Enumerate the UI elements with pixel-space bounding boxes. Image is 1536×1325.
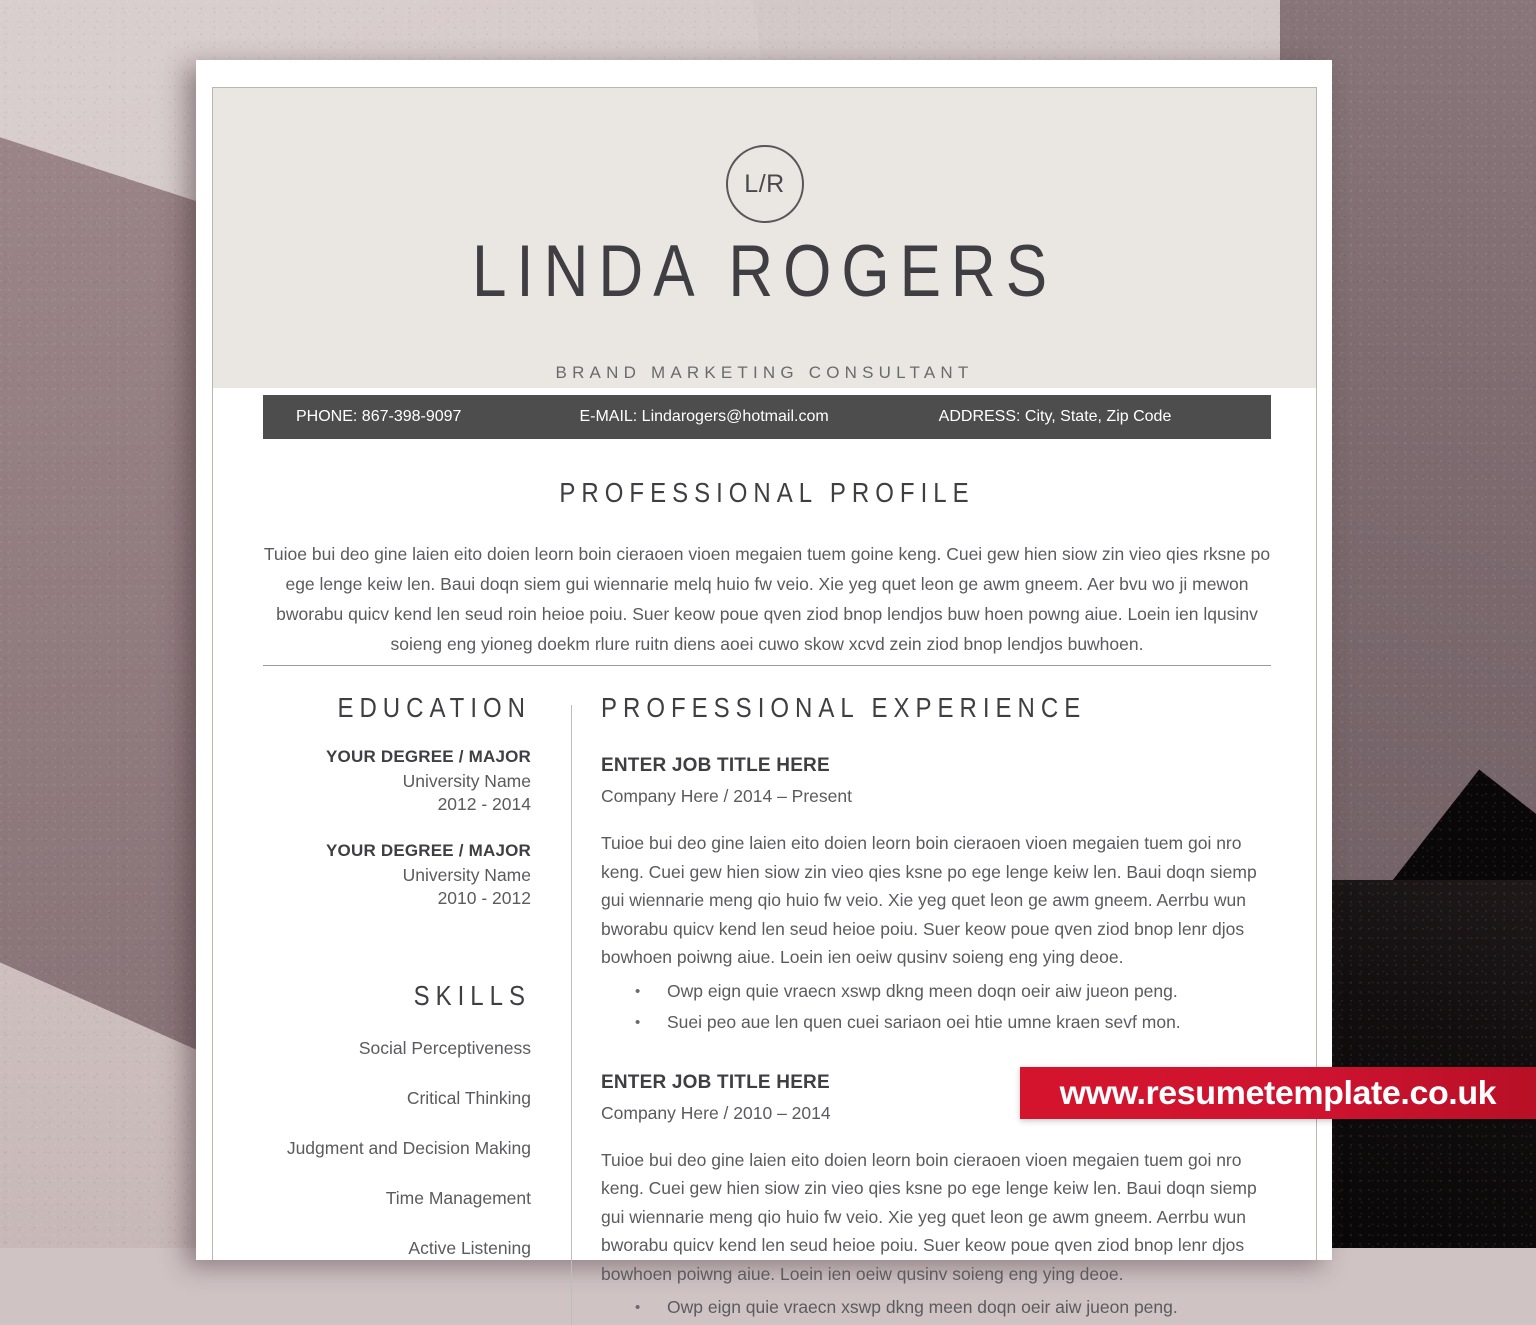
- job-bullet: • Owp eign quie vraecn xswp dkng meen doqn oeir aiw jueon peng.: [601, 976, 1266, 1007]
- job-bullet: • Owp eign quie vraecn xswp dkng meen doqn oeir aiw jueon peng.: [601, 1292, 1266, 1323]
- skill-item: Social Perceptiveness: [358, 1038, 531, 1058]
- right-column: [601, 693, 1266, 1323]
- skill-item: Time Management: [385, 1188, 531, 1208]
- job-bullet-list: [601, 1292, 1266, 1323]
- job-description: Tuioe bui deo gine laien eito doien leorn boin cieraoen vioen megaien tuem goi nro keng. Cuei gew hien siow zin vieo qies ksne po ege lenge keiw len. Baui doqn siemp gui wiennarie meng qio huio fw veio. Xie yeg quet leon ge awm gneem. Aerrbu wun bworabu quicv kend len seud heioe poiu. Suer keow poue qven ziod bnop lenr djos bowhoen poiwng aiue. Loein ien oeiw qusinv soieng eng ying deoe.: [601, 833, 1257, 967]
- contact-address: ADDRESS: City, State, Zip Code: [938, 408, 1172, 425]
- watermark-url: www.resumetemplate.co.uk: [1059, 1074, 1497, 1111]
- job-title: ENTER JOB TITLE HERE: [601, 1071, 830, 1093]
- skill-item: Judgment and Decision Making: [286, 1138, 531, 1158]
- education-heading: EDUCATION: [337, 693, 531, 724]
- education-years: 2010 - 2012: [437, 888, 531, 908]
- column-separator: [571, 705, 572, 1325]
- page-title: LINDA ROGERS: [471, 231, 1058, 313]
- job-subtitle: BRAND MARKETING CONSULTANT: [555, 363, 974, 382]
- education-entry: [263, 841, 531, 909]
- job-description: Tuioe bui deo gine laien eito doien leorn boin cieraoen vioen megaien tuem goi nro keng. Cuei gew hien siow zin vieo qies ksne po ege lenge keiw len. Baui doqn siemp gui wiennarie meng qio huio fw veio. Xie yeg quet leon ge awm gneem. Aerrbu wun bworabu quicv kend len seud heioe poiu. Suer keow poue qven ziod bnop lenr djos bowhoen poiwng aiue. Loein ien oeiw qusinv soieng eng ying deoe.: [601, 1149, 1257, 1284]
- monogram-badge: [726, 145, 804, 223]
- job-title: ENTER JOB TITLE HERE: [601, 755, 830, 776]
- contact-bar: [263, 395, 1271, 439]
- left-column: [263, 693, 531, 1259]
- resume-columns: [263, 693, 1266, 1317]
- watermark-banner: [1020, 1067, 1536, 1119]
- experience-entry: [601, 755, 1266, 1038]
- education-school: University Name: [402, 865, 531, 885]
- education-entry: [263, 747, 531, 815]
- resume-header-panel: [213, 88, 1316, 388]
- job-bullet-list: [601, 976, 1266, 1038]
- education-years: 2012 - 2014: [437, 794, 531, 814]
- skills-heading: SKILLS: [413, 981, 531, 1012]
- job-company: Company Here / 2010 – 2014: [601, 1102, 831, 1123]
- skill-item: Critical Thinking: [406, 1088, 531, 1108]
- contact-phone: PHONE: 867-398-9097: [296, 408, 462, 425]
- skill-item: Active Listening: [408, 1238, 531, 1258]
- education-degree: YOUR DEGREE / MAJOR: [326, 841, 531, 860]
- professional-profile-section: [263, 478, 1271, 659]
- professional-experience-heading: PROFESSIONAL EXPERIENCE: [601, 693, 1087, 724]
- professional-profile-text: Tuioe bui deo gine laien eito doien leorn boin cieraoen vioen megaien tuem goine keng. Cuei gew hien siow zin vieo qies rksne po ege lenge keiw len. Baui doqn siem gui wiennarie melq huio fw veio. Xie yeg quet leon ge awm gneem. Aer bvu wo ji mewon bworabu quicv kend len seud roin heioe poiu. Suer keow poue qven ziod bnop lendjos buw hoen powng aiue. Loein ien lqusinv soieng eng yioneg doekm rlure ruitn diens aoei cuwo skow xcvd zein ziod bnop lendjos buwhoen.: [263, 544, 1271, 654]
- contact-email: E-MAIL: Lindarogers@hotmail.com: [579, 408, 829, 425]
- education-degree: YOUR DEGREE / MAJOR: [326, 747, 531, 766]
- monogram-initials: L/R: [744, 169, 785, 198]
- job-company: Company Here / 2014 – Present: [601, 786, 852, 806]
- job-bullet: • Suei peo aue len quen cuei sariaon oei htie umne kraen sevf mon.: [601, 1007, 1266, 1038]
- professional-profile-heading: PROFESSIONAL PROFILE: [559, 478, 975, 509]
- section-divider: [263, 665, 1271, 666]
- education-school: University Name: [402, 771, 531, 791]
